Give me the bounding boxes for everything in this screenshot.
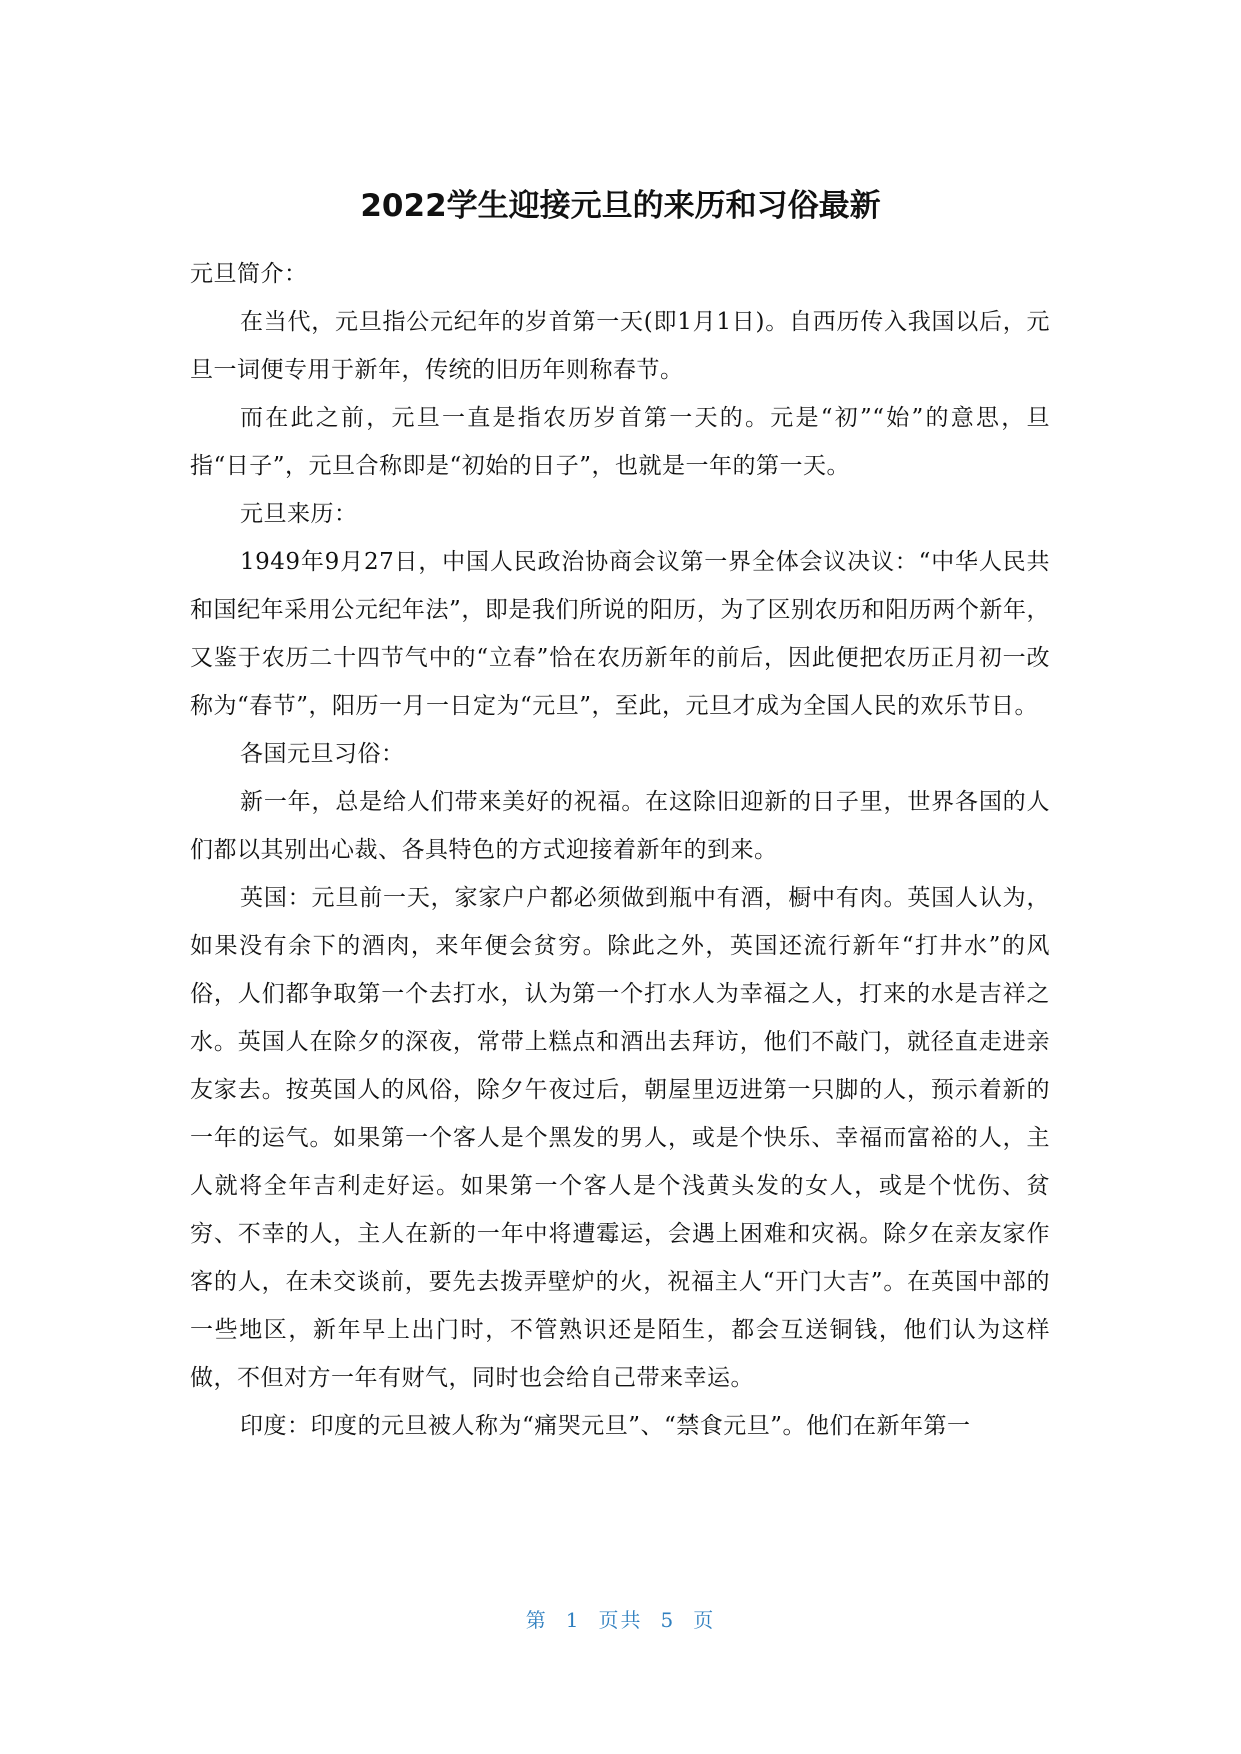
document-body: [190, 250, 1050, 1450]
footer-total-word: 页共: [598, 1608, 643, 1632]
paragraph: 新一年，总是给人们带来美好的祝福。在这除旧迎新的日子里，世界各国的人们都以其别出心裁、各具特色的方式迎接着新年的到来。: [190, 789, 1050, 863]
paragraph: 英国：元旦前一天，家家户户都必须做到瓶中有酒，橱中有肉。英国人认为，如果没有余下的酒肉，来年便会贫穷。除此之外，英国还流行新年“打井水”的风俗，人们都争取第一个去打水，认为第一个打水人为幸福之人，打来的水是吉祥之水。英国人在除夕的深夜，常带上糕点和酒出去拜访，他们不敲门，就径直走进亲友家去。按英国人的风俗，除夕午夜过后，朝屋里迈进第一只脚的人，预示着新的一年的运气。如果第一个客人是个黑发的男人，或是个快乐、幸福而富裕的人，主人就将全年吉利走好运。如果第一个客人是个浅黄头发的女人，或是个忧伤、贫穷、不幸的人，主人在新的一年中将遭霉运，会遇上困难和灾祸。除夕在亲友家作客的人，在未交谈前，要先去拨弄壁炉的火，祝福主人“开门大吉”。在英国中部的一些地区，新年早上出门时，不管熟识还是陌生，都会互送铜钱，他们认为这样做，不但对方一年有财气，同时也会给自己带来幸运。: [190, 885, 1050, 1391]
footer-total-pages: 5: [660, 1608, 676, 1632]
paragraph: 而在此之前，元旦一直是指农历岁首第一天的。元是“初”“始”的意思，旦指“日子”，元旦合称即是“初始的日子”，也就是一年的第一天。: [190, 405, 1050, 479]
paragraph-customs-heading: 各国元旦习俗：: [240, 741, 405, 767]
paragraph-intro-heading: 元旦简介：: [190, 261, 308, 287]
footer-page-word: 第: [525, 1608, 548, 1632]
paragraph: 1949年9月27日，中国人民政治协商会议第一界全体会议决议：“中华人民共和国纪年采用公元纪年法”，即是我们所说的阳历，为了区别农历和阳历两个新年，又鉴于农历二十四节气中的“立春”恰在农历新年的前后，因此便把农历正月初一改称为“春节”，阳历一月一日定为“元旦”，至此，元旦才成为全国人民的欢乐节日。: [190, 549, 1050, 719]
paragraph-origin-heading: 元旦来历：: [240, 501, 358, 527]
paragraph: 在当代，元旦指公元纪年的岁首第一天(即1月1日)。自西历传入我国以后，元旦一词便专用于新年，传统的旧历年则称春节。: [190, 309, 1050, 383]
document-title: 2022学生迎接元旦的来历和习俗最新: [360, 188, 881, 224]
footer-current-page: 1: [565, 1608, 581, 1632]
paragraph: 印度：印度的元旦被人称为“痛哭元旦”、“禁食元旦”。他们在新年第一: [240, 1413, 971, 1439]
footer-end-word: 页: [693, 1608, 716, 1632]
page-footer: [0, 1604, 1241, 1633]
